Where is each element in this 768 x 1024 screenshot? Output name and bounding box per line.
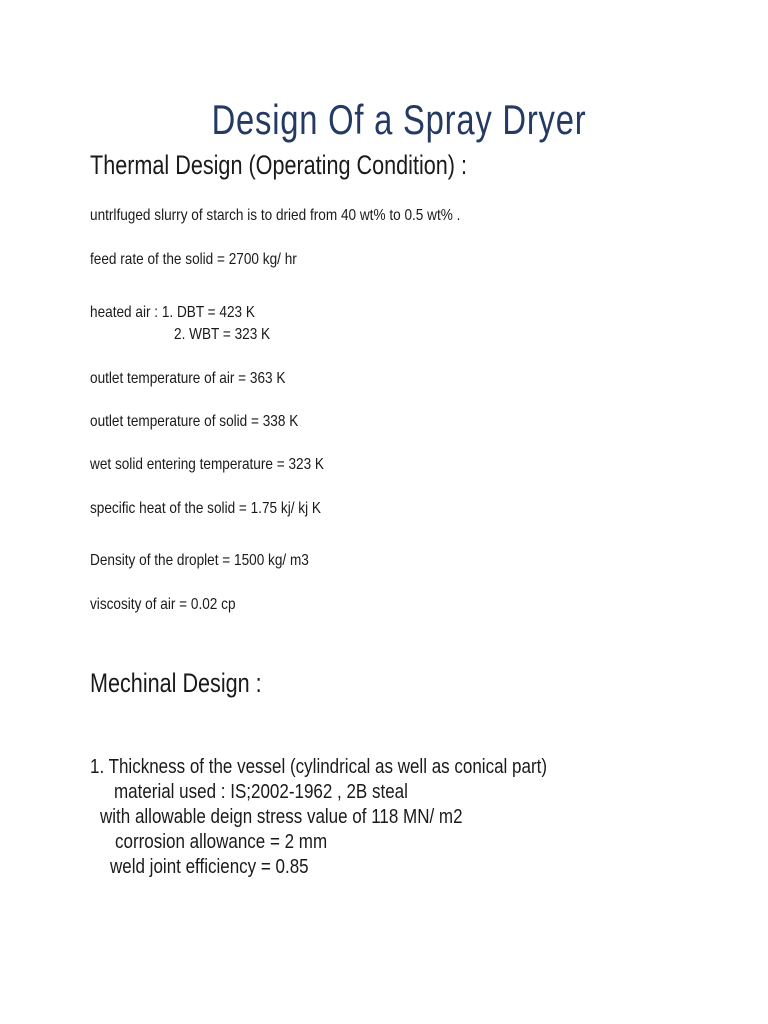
- thermal-line-slurry: untrlfuged slurry of starch is to dried from 40 wt% to 0.5 wt% .: [90, 207, 461, 224]
- thermal-line-heated-air-wbt: 2. WBT = 323 K: [174, 326, 271, 343]
- thermal-line-specific-heat: specific heat of the solid = 1.75 kj/ kj K: [90, 500, 321, 517]
- page-title: Design Of a Spray Dryer: [211, 96, 587, 143]
- thermal-line-outlet-air: outlet temperature of air = 363 K: [90, 370, 286, 387]
- mechanical-line-design-stress: with allowable deign stress value of 118 MN/ m2: [100, 806, 463, 828]
- thermal-line-droplet-density: Density of the droplet = 1500 kg/ m3: [90, 552, 309, 569]
- thermal-line-outlet-solid: outlet temperature of solid = 338 K: [90, 413, 299, 430]
- mechanical-line-thickness: 1. Thickness of the vessel (cylindrical as well as conical part): [90, 756, 547, 778]
- thermal-line-heated-air-dbt: heated air : 1. DBT = 423 K: [90, 304, 255, 321]
- thermal-line-air-viscosity: viscosity of air = 0.02 cp: [90, 596, 236, 613]
- mechanical-design-heading: Mechinal Design :: [90, 668, 262, 698]
- mechanical-line-weld-efficiency: weld joint efficiency = 0.85: [110, 856, 309, 878]
- thermal-line-feed-rate: feed rate of the solid = 2700 kg/ hr: [90, 251, 297, 268]
- mechanical-line-material: material used : IS;2002-1962 , 2B steal: [114, 781, 408, 803]
- thermal-line-wet-solid-temp: wet solid entering temperature = 323 K: [90, 456, 324, 473]
- thermal-design-heading: Thermal Design (Operating Condition) :: [90, 150, 467, 180]
- mechanical-line-corrosion: corrosion allowance = 2 mm: [115, 831, 328, 853]
